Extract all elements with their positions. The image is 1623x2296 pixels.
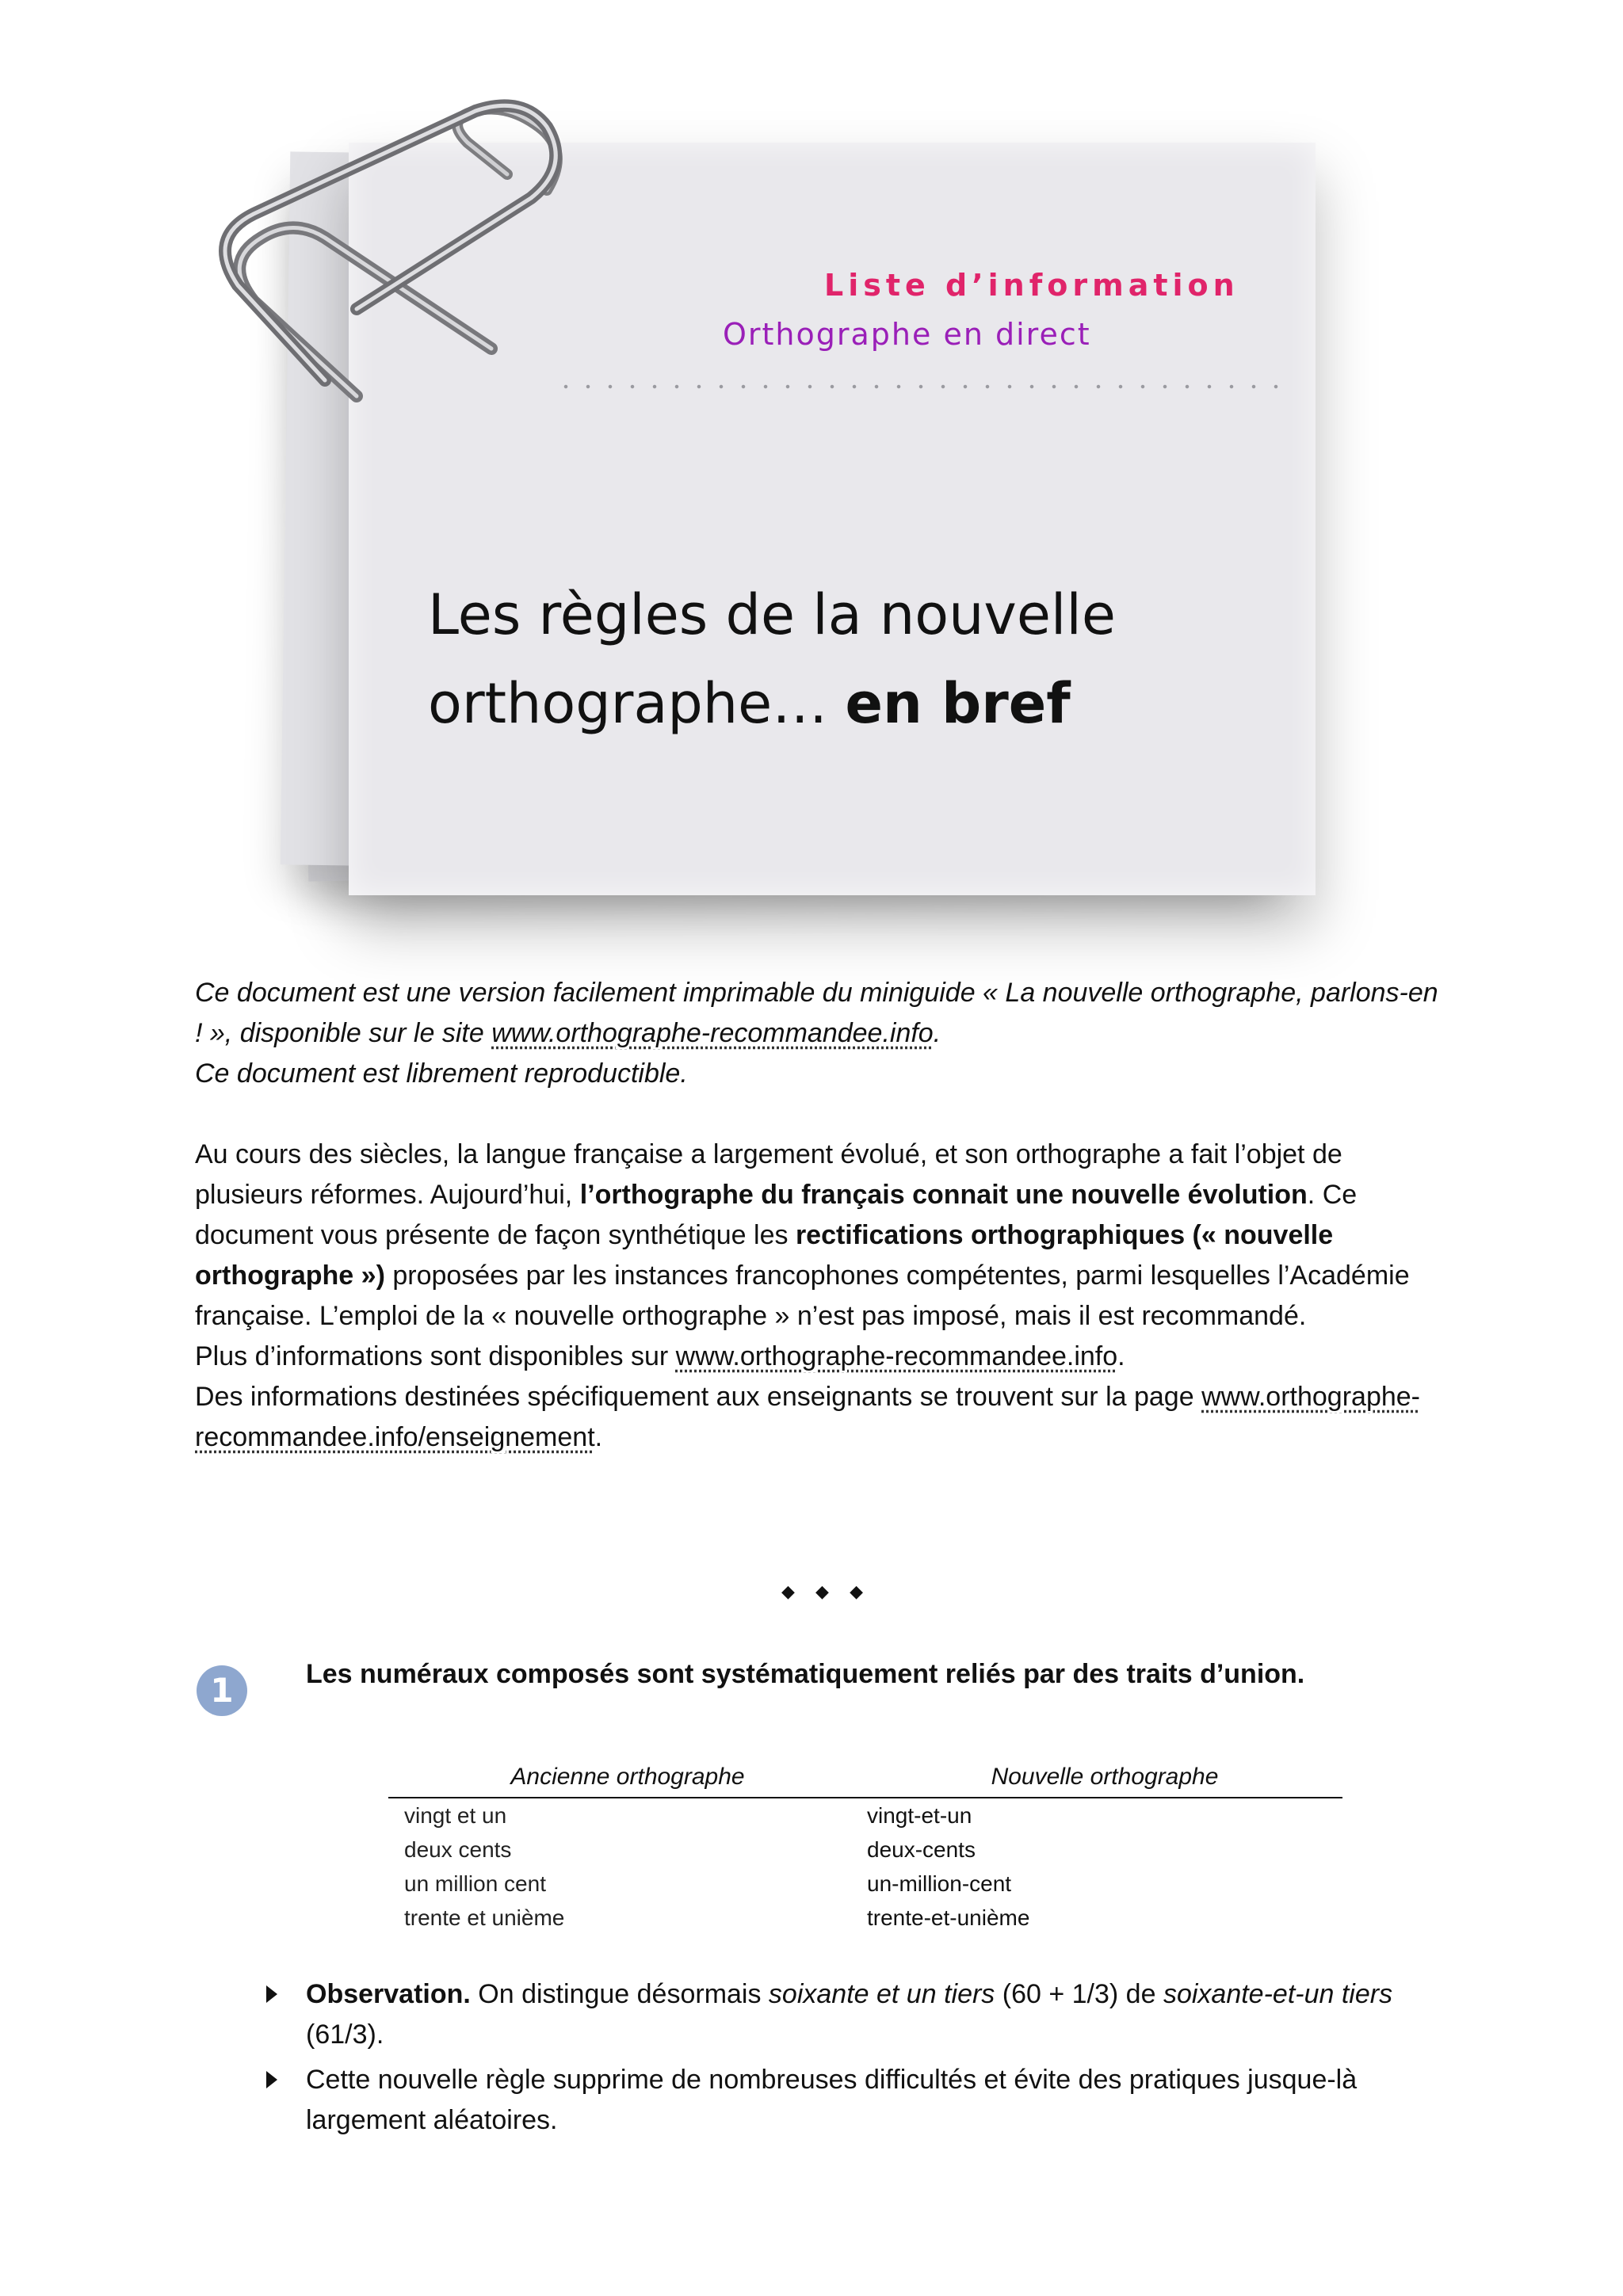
- header-card: [0, 0, 1623, 959]
- triangle-bullet-icon: [266, 1985, 277, 2003]
- paragraph-text: Au cours des siècles, la langue française a largement évolué, et son orthographe a fait l’objet de plusieurs réformes. Aujourd’hui,: [195, 1139, 1342, 1210]
- triangle-bullet-icon: [266, 2071, 277, 2088]
- paragraph-bold: rectifications orthographiques (« nouvelle orthographe »): [195, 1220, 1334, 1291]
- table-row: [388, 1901, 1342, 1935]
- page-title-emphasis: en bref: [845, 671, 1071, 736]
- cell-old: deux cents: [404, 1837, 512, 1862]
- site-link[interactable]: www.orthographe-recommandee.info: [491, 1018, 934, 1048]
- rule-notes: [266, 1974, 1455, 2145]
- note-text: On distingue désormais: [470, 1979, 769, 2009]
- paragraph-text: Des informations destinées spécifiquement aux enseignants se trouvent sur la page: [195, 1382, 1202, 1412]
- series-title: Liste d’information: [824, 268, 1239, 303]
- note-example: soixante-et-un tiers: [1163, 1979, 1393, 2009]
- section-separator: ◆ ◆ ◆: [781, 1581, 871, 1601]
- page-title-line1: Les règles de la nouvelle: [428, 582, 1116, 647]
- observation-label: Observation.: [306, 1979, 471, 2009]
- page-title: [428, 570, 1260, 748]
- cell-new: vingt-et-un: [867, 1803, 972, 1828]
- note-example: soixante et un tiers: [768, 1979, 995, 2009]
- table-row: [388, 1833, 1342, 1867]
- cell-new: trente-et-unième: [867, 1905, 1030, 1930]
- note-text: (60 + 1/3) de: [995, 1979, 1163, 2009]
- note-text: Cette nouvelle règle supprime de nombreuses difficultés et évite des pratiques jusque-là largement aléatoires.: [306, 2065, 1358, 2135]
- series-subtitle: Orthographe en direct: [723, 317, 1091, 352]
- rule-number-badge: 1: [197, 1665, 247, 1716]
- paragraph-text: .: [594, 1422, 603, 1452]
- site-link[interactable]: www.orthographe-recommandee.info: [675, 1341, 1118, 1371]
- dotted-divider: [555, 384, 1284, 389]
- paperclip-icon: [206, 95, 697, 539]
- table-header: [388, 1757, 1342, 1798]
- paragraph-text: .: [1117, 1341, 1125, 1371]
- cell-new: un-million-cent: [867, 1871, 1012, 1896]
- paragraph-text: proposées par les instances francophones compétentes, parmi lesquelles l’Académie française. L’emploi de la « nouvelle orthographe » n’est pas imposé, mais il est recommandé.: [195, 1261, 1410, 1331]
- comparison-table: [388, 1757, 1342, 1935]
- table-row: [388, 1798, 1342, 1833]
- cell-old: trente et unième: [404, 1905, 565, 1930]
- intro-text: Ce document est une version facilement imprimable du miniguide « La nouvelle orthographe, parlons-en ! », disponible sur le site: [195, 978, 1438, 1048]
- paragraph-text: Plus d’informations sont disponibles sur: [195, 1341, 676, 1371]
- page-title-line2: orthographe…: [428, 671, 846, 736]
- column-header-new: Nouvelle orthographe: [991, 1764, 1219, 1790]
- cell-old: vingt et un: [404, 1803, 507, 1828]
- list-item: [266, 2060, 1455, 2141]
- intro-note: [195, 973, 1447, 1094]
- table-row: [388, 1867, 1342, 1901]
- paragraph-bold: l’orthographe du français connait une nouvelle évolution: [579, 1180, 1308, 1210]
- rule-title: Les numéraux composés sont systématiquement reliés par des traits d’union.: [306, 1659, 1305, 1689]
- intro-paragraph: [195, 1135, 1455, 1458]
- cell-new: deux-cents: [867, 1837, 976, 1862]
- cell-old: un million cent: [404, 1871, 546, 1896]
- intro-reproducible: Ce document est librement reproductible.: [195, 1058, 688, 1089]
- teaching-link[interactable]: www.orthographe-recommandee.info/enseignement: [195, 1382, 1420, 1452]
- intro-text: .: [933, 1018, 941, 1048]
- paragraph-text: . Ce document vous présente de façon synthétique les: [195, 1180, 1358, 1250]
- list-item: [266, 1974, 1455, 2055]
- column-header-old: Ancienne orthographe: [510, 1764, 745, 1790]
- note-text: (61/3).: [306, 2019, 384, 2050]
